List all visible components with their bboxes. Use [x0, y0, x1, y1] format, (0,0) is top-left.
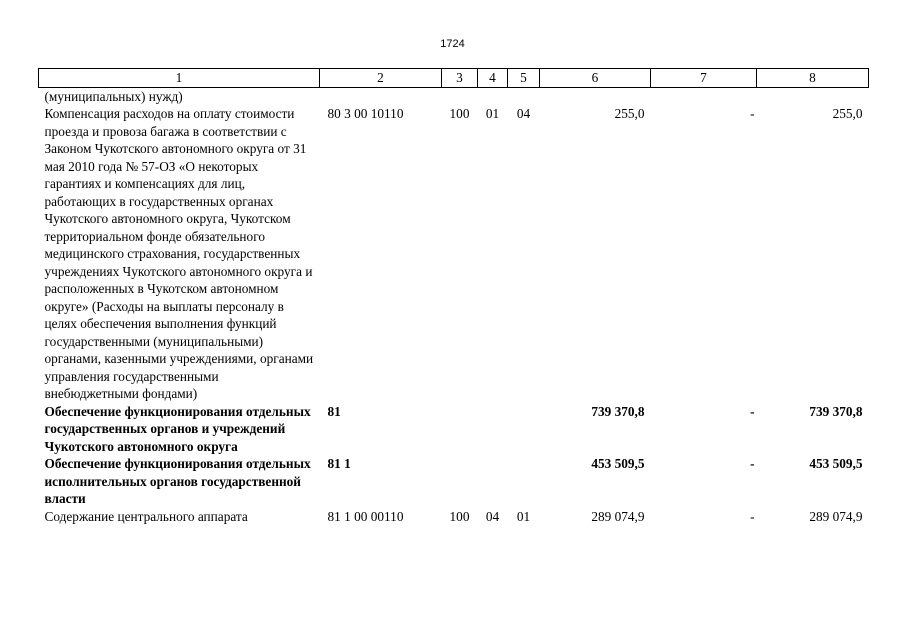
table-row — [39, 105, 869, 403]
subsection: 04 — [516, 106, 531, 121]
subsection — [508, 403, 540, 456]
amount-col-8: 739 370,8 — [809, 403, 863, 419]
subsection: 01 — [516, 508, 531, 524]
expense-type — [442, 403, 478, 456]
page-number: 1724 — [440, 38, 465, 50]
expense-type: 100 — [449, 106, 470, 121]
header-col-7: 7 — [651, 69, 757, 88]
section — [478, 403, 508, 456]
classification-code: 81 — [327, 403, 341, 419]
row-name: (муниципальных) нужд) — [44, 88, 183, 104]
header-col-4: 4 — [478, 69, 508, 88]
row-name: Обеспечение функционирования отдельных государственных органов и учреждений Чукотского автономного округа — [44, 403, 311, 454]
classification-code: 81 1 00 00110 — [327, 508, 404, 524]
section — [478, 87, 508, 105]
amount-col-6: 739 370,8 — [591, 403, 645, 419]
amount-col-6: 289 074,9 — [591, 508, 645, 524]
expense-type — [442, 87, 478, 105]
classification-code — [320, 87, 442, 105]
expense-type — [442, 455, 478, 508]
section: 01 — [485, 106, 500, 121]
header-col-5: 5 — [508, 69, 540, 88]
amount-col-8: 289 074,9 — [809, 508, 863, 524]
column-number-header — [39, 69, 869, 88]
section — [478, 455, 508, 508]
amount-col-7 — [651, 87, 757, 105]
amount-col-6 — [540, 87, 651, 105]
table-row — [39, 508, 869, 526]
amount-col-7: - — [750, 106, 755, 121]
amount-col-7: - — [750, 403, 755, 419]
subsection — [508, 87, 540, 105]
amount-col-7: - — [750, 456, 755, 471]
header-col-2: 2 — [320, 69, 442, 88]
header-col-1: 1 — [39, 69, 320, 88]
row-name: Обеспечение функционирования отдельных исполнительных органов государственной власти — [44, 456, 311, 506]
expense-type: 100 — [449, 508, 470, 524]
amount-col-8 — [757, 87, 869, 105]
header-col-6: 6 — [540, 69, 651, 88]
header-col-3: 3 — [442, 69, 478, 88]
header-col-8: 8 — [757, 69, 869, 88]
amount-col-8: 453 509,5 — [809, 456, 863, 471]
amount-col-8: 255,0 — [832, 106, 863, 121]
budget-table — [38, 68, 869, 525]
table-row — [39, 403, 869, 456]
table-row — [39, 455, 869, 508]
classification-code: 80 3 00 10110 — [327, 106, 404, 121]
table-row — [39, 87, 869, 105]
row-name: Компенсация расходов на оплату стоимости проезда и провоза багажа в соответствии с Законом Чукотского автономного округа от 31 мая 2010 года № 57-ОЗ «О некоторых гарантиях и компенсациях для лиц, работающих в государственных органах Чукотского автономного округа, Чукотском территориальном фонде обязательного медицинского страхования, государственных учреждениях Чукотского автономного округа и расположенных в Чукотском автономном округе» (Расходы на выплаты персоналу в целях обеспечения выполнения функций государственными (муниципальными) органами, казенными учреждениями, органами управления государственными внебюджетными фондами) — [44, 106, 314, 401]
row-name: Содержание центрального аппарата — [44, 508, 248, 524]
amount-col-6: 255,0 — [614, 106, 645, 121]
amount-col-7: - — [750, 508, 755, 524]
amount-col-6: 453 509,5 — [591, 456, 645, 471]
subsection — [508, 455, 540, 508]
classification-code: 81 1 — [327, 456, 351, 471]
section: 04 — [485, 508, 500, 524]
